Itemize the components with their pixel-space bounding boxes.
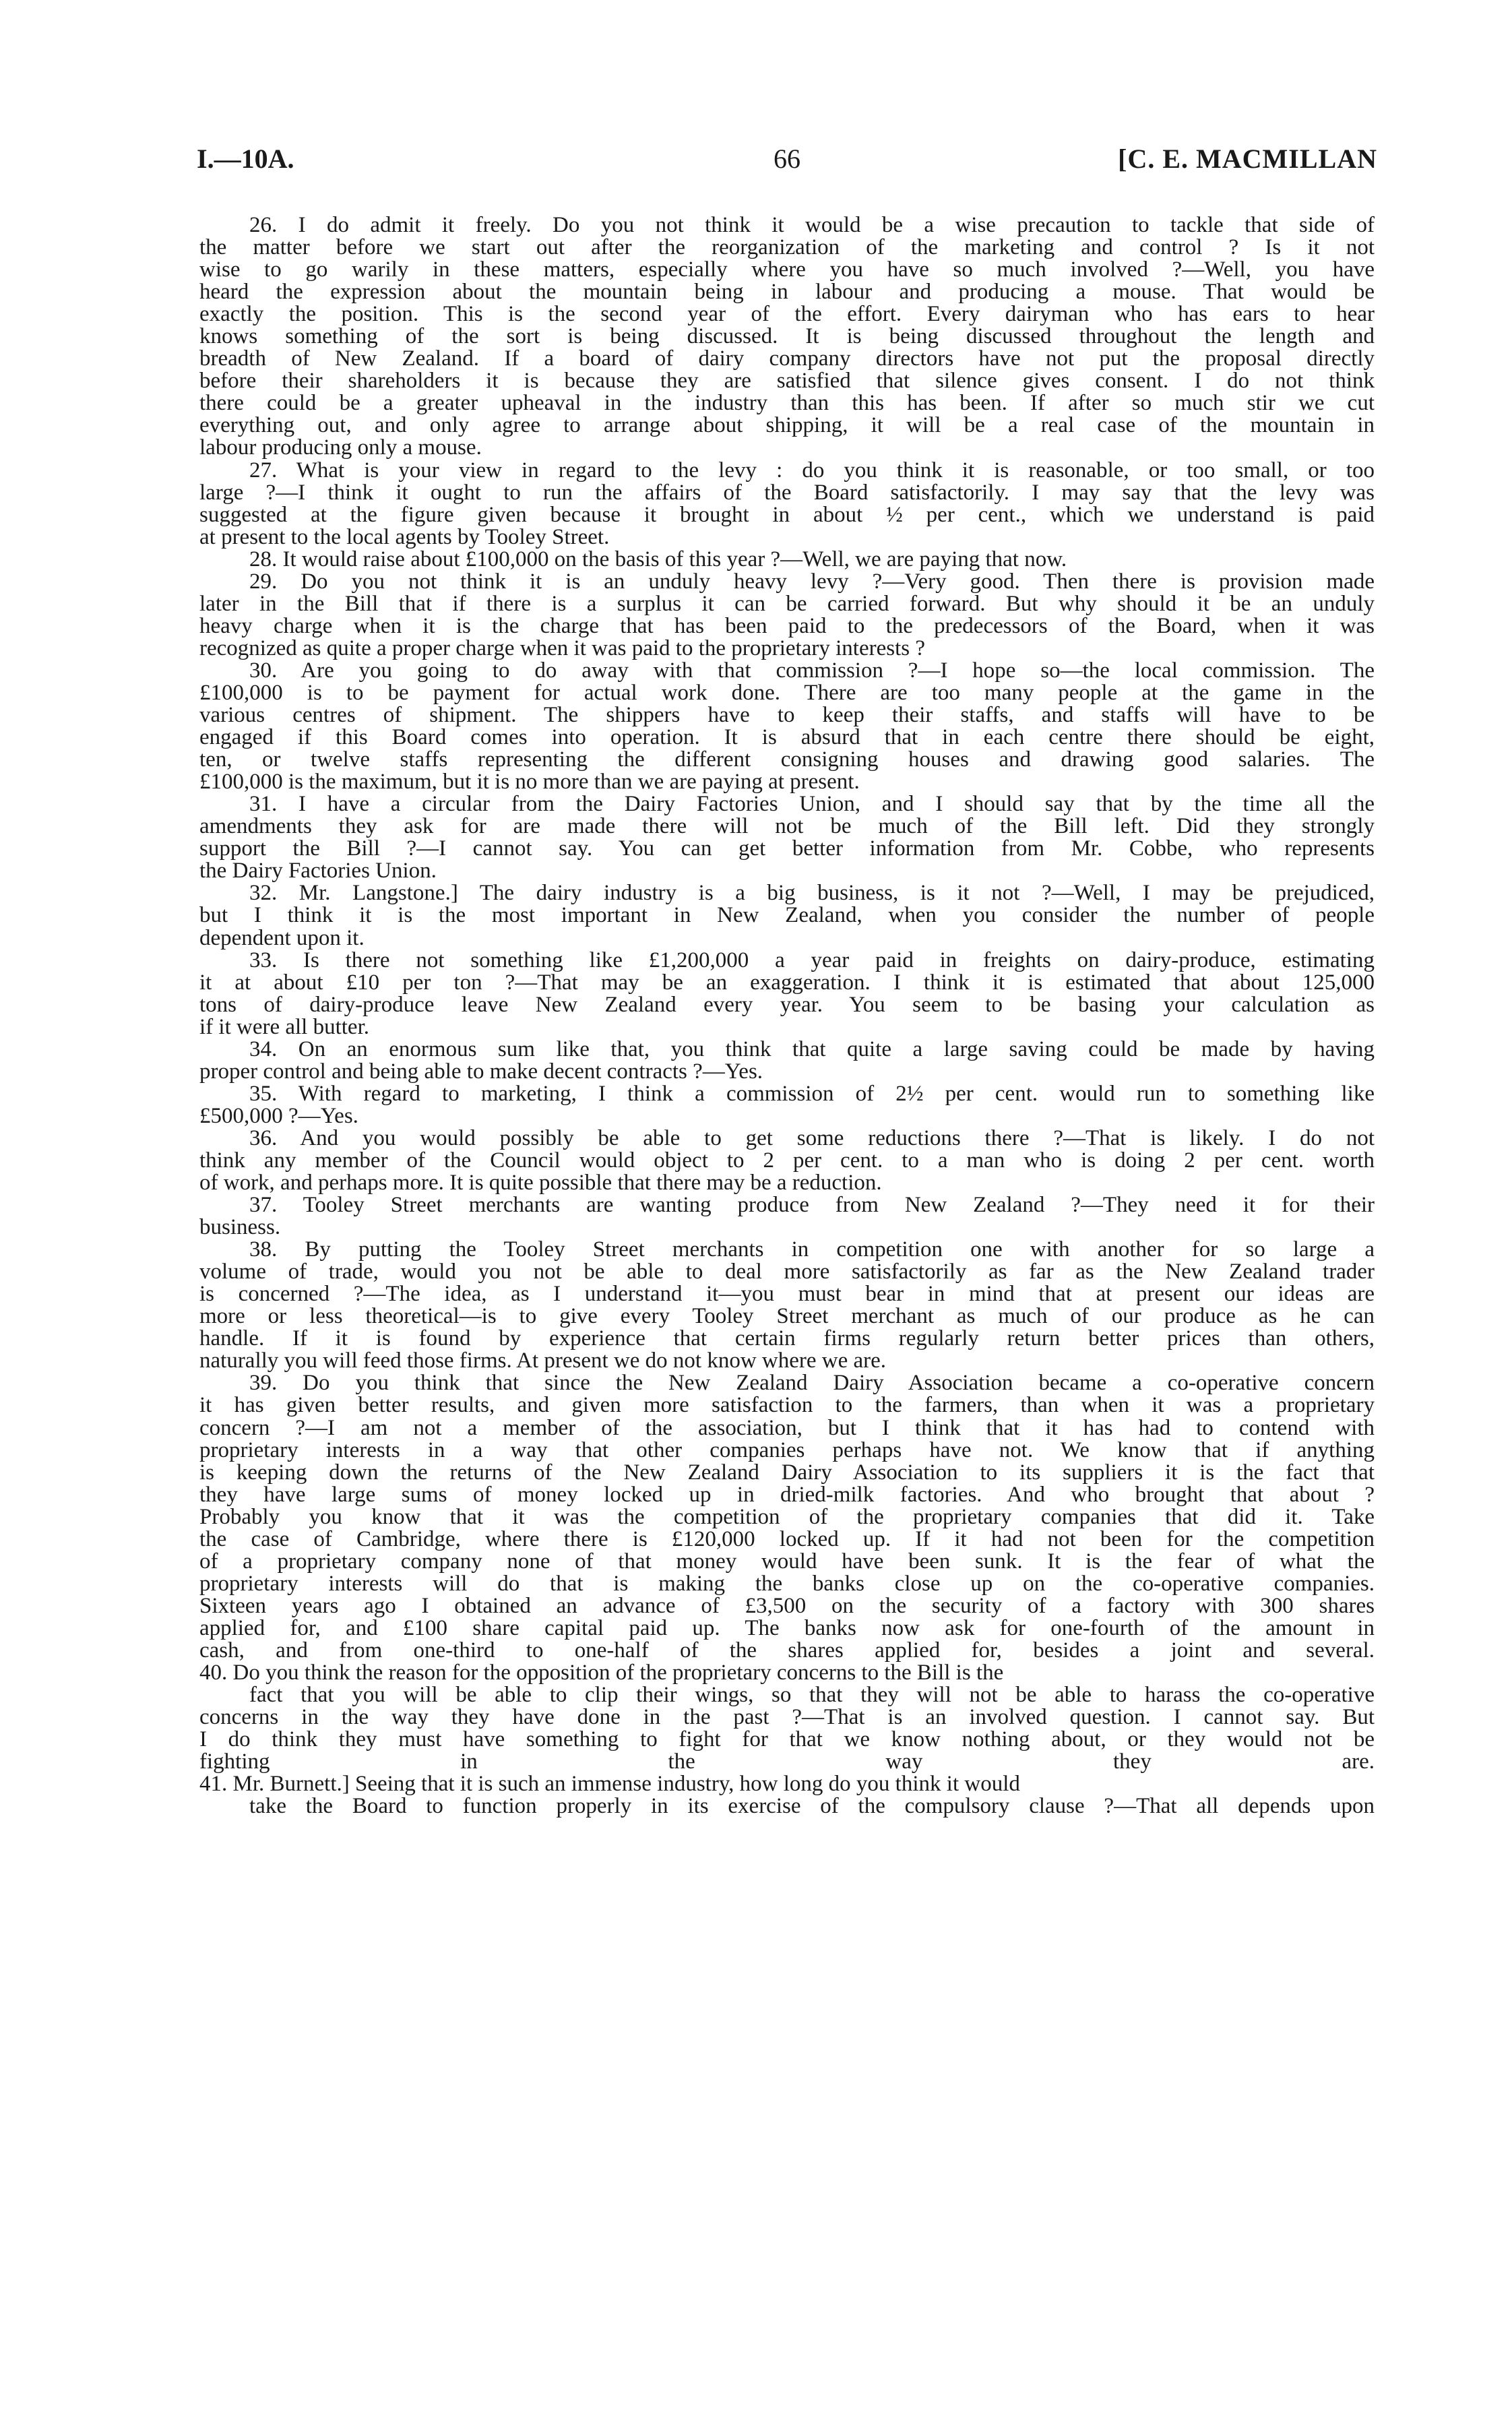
text-line: 38. By putting the Tooley Street merchants in competition one with another for so large a — [249, 1237, 1375, 1262]
text-line: fighting in the way they are. — [199, 1749, 1375, 1774]
text-line: business. — [199, 1215, 281, 1240]
text-line: 33. Is there not something like £1,200,000 a year paid in freights on dairy-produce, estimating — [249, 948, 1375, 972]
text-line: proprietary interests will do that is making the banks close up on the co-operative companies. — [199, 1571, 1375, 1596]
text-line: at present to the local agents by Tooley Street. — [199, 524, 610, 549]
text-line: support the Bill ?—I cannot say. You can get better information from Mr. Cobbe, who represents — [199, 836, 1375, 861]
text-line: breadth of New Zealand. If a board of dairy company directors have not put the proposal directly — [199, 346, 1375, 371]
text-line: more or less theoretical—is to give every Tooley Street merchant as much of our produce as he can — [199, 1304, 1375, 1329]
text-line: amendments they ask for are made there will not be much of the Bill left. Did they strongly — [199, 814, 1375, 839]
text-line: of work, and perhaps more. It is quite possible that there may be a reduction. — [199, 1171, 882, 1196]
text-line: suggested at the figure given because it brought in about ½ per cent., which we understand is paid — [199, 502, 1375, 527]
text-line: later in the Bill that if there is a surplus it can be carried forward. But why should it be an unduly — [199, 591, 1375, 616]
text-line: applied for, and £100 share capital paid up. The banks now ask for one-fourth of the amount in — [199, 1615, 1375, 1640]
document-reference: I.—10A. — [197, 144, 294, 174]
text-line: think any member of the Council would object to 2 per cent. to a man who is doing 2 per cent. worth — [199, 1148, 1375, 1173]
text-line: concern ?—I am not a member of the association, but I think that it has had to contend with — [199, 1415, 1375, 1440]
text-line: 31. I have a circular from the Dairy Factories Union, and I should say that by the time all the — [249, 792, 1375, 817]
text-line: is keeping down the returns of the New Zealand Dairy Association to its suppliers it is the fact that — [199, 1460, 1375, 1485]
text-line: various centres of shipment. The shippers have to keep their staffs, and staffs will have to be — [199, 703, 1375, 728]
text-line: exactly the position. This is the second year of the effort. Every dairyman who has ears to hear — [199, 302, 1375, 327]
text-line: heard the expression about the mountain being in labour and producing a mouse. That would be — [199, 280, 1375, 305]
text-line: heavy charge when it is the charge that has been paid to the predecessors of the Board, when it was — [199, 613, 1375, 638]
text-line: volume of trade, would you not be able to deal more satisfactorily as far as the New Zealand trader — [199, 1260, 1375, 1284]
text-line: naturally you will feed those firms. At present we do not know where we are. — [199, 1348, 887, 1373]
text-line: before their shareholders it is because they are satisfied that silence gives consent. I do not think — [199, 369, 1375, 394]
text-line: 34. On an enormous sum like that, you think that quite a large saving could be made by having — [249, 1036, 1375, 1061]
text-line: 30. Are you going to do away with that commission ?—I hope so—the local commission. The — [249, 658, 1375, 683]
text-line: 39. Do you think that since the New Zealand Dairy Association became a co-operative concern — [249, 1371, 1375, 1396]
text-line: everything out, and only agree to arrange about shipping, it will be a real case of the mountain in — [199, 413, 1375, 438]
text-line: proper control and being able to make decent contracts ?—Yes. — [199, 1059, 763, 1084]
text-line: ten, or twelve staffs representing the different consigning houses and drawing good salaries. The — [199, 747, 1375, 772]
text-line: I do think they must have something to fight for that we know nothing about, or they would not be — [199, 1727, 1375, 1752]
text-line: is concerned ?—The idea, as I understand it—you must bear in mind that at present our ideas are — [199, 1282, 1375, 1307]
text-line: 37. Tooley Street merchants are wanting produce from New Zealand ?—They need it for their — [249, 1193, 1375, 1218]
text-line: £100,000 is the maximum, but it is no more than we are paying at present. — [199, 770, 860, 795]
text-line: 26. I do admit it freely. Do you not think it would be a wise precaution to tackle that side of — [249, 213, 1375, 237]
document-body — [199, 214, 1375, 1818]
text-line: concerns in the way they have done in the past ?—That is an involved question. I cannot say. But — [199, 1705, 1375, 1730]
text-line: handle. If it is found by experience that certain firms regularly return better prices than others, — [199, 1326, 1375, 1351]
text-line: wise to go warily in these matters, especially where you have so much involved ?—Well, you have — [199, 257, 1375, 282]
text-line: £500,000 ?—Yes. — [199, 1103, 358, 1128]
text-line: cash, and from one-third to one-half of the shares applied for, besides a joint and several. — [199, 1638, 1375, 1663]
text-line: Probably you know that it was the competition of the proprietary companies that did it. Take — [199, 1504, 1375, 1529]
witness-name: [C. E. MACMILLAN — [1118, 144, 1377, 174]
text-line: 28. It would raise about £100,000 on the basis of this year ?—Well, we are paying that now. — [249, 547, 1067, 571]
text-line: there could be a greater upheaval in the industry than this has been. If after so much stir we cut — [199, 391, 1375, 416]
text-line: 35. With regard to marketing, I think a commission of 2½ per cent. would run to something like — [249, 1081, 1375, 1106]
text-line: it has given better results, and given more satisfaction to the farmers, than when it was a proprietary — [199, 1393, 1375, 1418]
text-line: of a proprietary company none of that money would have been sunk. It is the fear of what the — [199, 1549, 1375, 1574]
text-line: the Dairy Factories Union. — [199, 859, 437, 883]
text-line: the case of Cambridge, where there is £120,000 locked up. If it had not been for the competition — [199, 1526, 1375, 1551]
text-line: fact that you will be able to clip their wings, so that they will not be able to harass the co-operative — [249, 1683, 1375, 1708]
text-line: 36. And you would possibly be able to get some reductions there ?—That is likely. I do not — [249, 1125, 1375, 1150]
text-line: engaged if this Board comes into operation. It is absurd that in each centre there should be eight, — [199, 725, 1375, 750]
text-line: large ?—I think it ought to run the affairs of the Board satisfactorily. I may say that the levy was — [199, 480, 1375, 505]
text-line: they have large sums of money locked up in dried-milk factories. And who brought that about ? — [199, 1482, 1375, 1507]
text-line: tons of dairy-produce leave New Zealand every year. You seem to be basing your calculation as — [199, 992, 1375, 1017]
page-header — [197, 143, 1377, 183]
text-line: recognized as quite a proper charge when it was paid to the proprietary interests ? — [199, 635, 925, 660]
page-number: 66 — [774, 144, 800, 174]
text-line: proprietary interests in a way that other companies perhaps have not. We know that if anything — [199, 1437, 1375, 1462]
text-line: 27. What is your view in regard to the levy : do you think it is reasonable, or too small, or too — [249, 458, 1375, 483]
text-line: 41. Mr. Burnett.] Seeing that it is such an immense industry, how long do you think it would — [199, 1772, 1020, 1797]
text-line: 40. Do you think the reason for the opposition of the proprietary concerns to the Bill is the — [199, 1661, 1004, 1685]
text-line: knows something of the sort is being discussed. It is being discussed throughout the length and — [199, 324, 1375, 349]
text-line: 29. Do you not think it is an unduly heavy levy ?—Very good. Then there is provision made — [249, 569, 1375, 594]
text-line: it at about £10 per ton ?—That may be an exaggeration. I think it is estimated that about 125,000 — [199, 970, 1375, 995]
text-line: dependent upon it. — [199, 925, 365, 950]
text-line: 32. Mr. Langstone.] The dairy industry is a big business, is it not ?—Well, I may be prejudiced, — [249, 881, 1375, 906]
text-line: the matter before we start out after the reorganization of the marketing and control ? Is it not — [199, 235, 1375, 260]
text-line: if it were all butter. — [199, 1014, 369, 1039]
text-line: but I think it is the most important in New Zealand, when you consider the number of people — [199, 903, 1375, 928]
text-line: labour producing only a mouse. — [199, 435, 482, 460]
text-line: take the Board to function properly in its exercise of the compulsory clause ?—That all depends upon — [249, 1794, 1375, 1819]
text-line: Sixteen years ago I obtained an advance of £3,500 on the security of a factory with 300 shares — [199, 1593, 1375, 1618]
text-line: £100,000 is to be payment for actual work done. There are too many people at the game in the — [199, 680, 1375, 705]
